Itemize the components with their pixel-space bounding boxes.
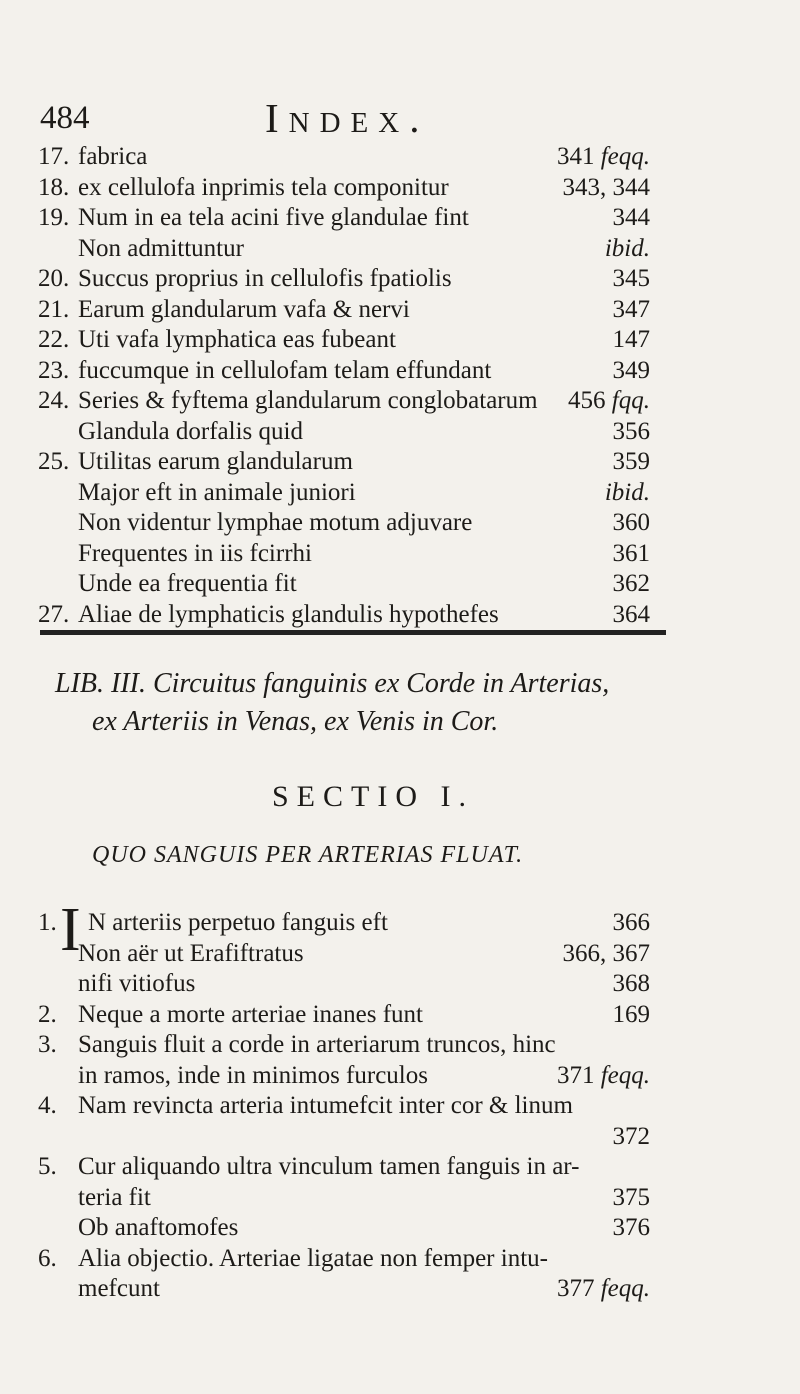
entry-text: Earum glandularum vafa & nervi [78, 295, 410, 323]
entry-page-ref [605, 232, 650, 266]
entry-page-ref [613, 262, 651, 296]
page-ref-suffix: feqq. [594, 1275, 650, 1302]
index-entry [0, 537, 800, 571]
entry-text: fuccumque in cellulofam telam effundant [78, 356, 492, 384]
page-ref-number: 343, 344 [562, 173, 650, 201]
entry-page-ref [557, 1272, 650, 1306]
page-ref-suffix: ibid. [604, 478, 650, 506]
entry-text: Unde ea frequentia fit [78, 570, 297, 597]
entry-text: N arteriis perpetuo fanguis eft [88, 909, 388, 936]
page-ref-number: 169 [612, 1000, 650, 1028]
entry-page-ref [613, 1120, 651, 1154]
index-entry [0, 262, 800, 296]
entry-text: Neque a morte arteriae inanes funt [78, 1000, 423, 1028]
index-entry [0, 1242, 800, 1276]
entry-text: Cur aliquando ultra vinculum tamen fanguis in ar- [78, 1153, 580, 1180]
index-entry [0, 293, 800, 327]
entry-number: 23. [38, 356, 70, 384]
entry-page-ref [613, 201, 651, 235]
entry-text: Glandula dorfalis quid [78, 417, 303, 445]
page-ref-number: 376 [612, 1214, 650, 1241]
entry-text: Non admittuntur [78, 234, 244, 262]
entry-page-ref [613, 998, 651, 1032]
entry-text: Major eft in animale juniori [78, 478, 356, 506]
book-title-line1: LIB. III. Circuitus fanguinis ex Corde in Arterias, [55, 668, 610, 699]
entry-number: 22. [38, 326, 70, 353]
page-ref-suffix: feqq. [594, 143, 650, 170]
index-entry [0, 937, 800, 971]
page-ref-number: 368 [612, 970, 650, 997]
index-entry [0, 1272, 800, 1306]
entry-text: fabrica [78, 143, 148, 170]
page-ref-number: 341 [556, 143, 595, 170]
entry-text: mefcunt [78, 1275, 160, 1302]
page-ref-number: 359 [612, 448, 650, 475]
entry-text: in ramos, inde in minimos furculos [78, 1061, 428, 1089]
page-ref-number: 344 [612, 204, 650, 231]
entry-page-ref [613, 506, 651, 540]
index-entry [0, 906, 800, 940]
page-ref-suffix: fqq. [605, 387, 650, 414]
index-entry [0, 598, 800, 632]
index-entry [0, 445, 800, 479]
entry-page-ref [613, 293, 651, 327]
page-ref-number: 345 [612, 265, 650, 292]
entry-page-ref [613, 1181, 651, 1215]
entry-text: Non videntur lymphae motum adjuvare [78, 509, 473, 536]
index-entry [0, 1120, 800, 1154]
running-title: Index. [265, 95, 430, 141]
entry-text: Series & fyftema glandularum conglobatarum [78, 387, 538, 414]
entry-page-ref [613, 906, 651, 940]
book-title-line2: ex Arteriis in Venas, ex Venis in Cor. [92, 706, 499, 737]
page-ref-number: 347 [612, 295, 650, 323]
entry-number: 1. [38, 909, 57, 936]
page-ref-number: 375 [612, 1183, 650, 1211]
drop-cap: I [60, 896, 81, 964]
page-ref-number: 371 [556, 1061, 595, 1089]
page-ref-suffix: ibid. [604, 234, 650, 262]
entry-page-ref [613, 445, 651, 479]
entry-number: 25. [38, 448, 70, 475]
entry-text: Utilitas earum glandularum [78, 448, 353, 475]
entry-number: 24. [38, 387, 70, 414]
entry-page-ref [613, 537, 651, 571]
entry-number: 3. [38, 1031, 57, 1058]
entry-text: Sanguis fluit a corde in arteriarum truncos, hinc [78, 1031, 556, 1058]
entry-number: 21. [38, 295, 70, 323]
section-subheading: QUO SANGUIS PER ARTERIAS FLUAT. [92, 842, 524, 868]
index-entry [0, 384, 800, 418]
entry-page-ref [557, 1059, 650, 1093]
page-ref-number: 366, 367 [562, 939, 650, 967]
entry-page-ref [613, 598, 651, 632]
entry-text: Aliae de lymphaticis glandulis hypothefes [78, 600, 499, 628]
entry-number: 27. [38, 600, 70, 628]
entry-number: 17. [38, 143, 70, 170]
page-ref-suffix: feqq. [594, 1061, 650, 1089]
page-ref-number: 372 [612, 1122, 650, 1150]
index-entry [0, 1181, 800, 1215]
index-entry [0, 1028, 800, 1062]
entry-text: Num in ea tela acini five glandulae fint [78, 204, 469, 231]
index-entry [0, 201, 800, 235]
entry-text: Frequentes in iis fcirrhi [78, 539, 312, 567]
entry-number: 18. [38, 173, 70, 201]
page-ref-number: 361 [612, 539, 650, 567]
entry-page-ref [613, 1211, 651, 1245]
entry-page-ref [613, 354, 651, 388]
entry-page-ref [613, 415, 651, 449]
entry-page-ref [613, 967, 651, 1001]
page-ref-number: 377 [556, 1275, 595, 1302]
index-entry [0, 1150, 800, 1184]
index-entry [0, 323, 800, 357]
page-ref-number: 349 [612, 356, 650, 384]
index-entry [0, 140, 800, 174]
entry-page-ref [605, 476, 650, 510]
entry-text: Ob anaftomofes [78, 1214, 239, 1241]
page-ref-number: 364 [612, 600, 650, 628]
entry-text: teria fit [78, 1183, 151, 1211]
entry-text: Succus proprius in cellulofis fpatiolis [78, 265, 452, 292]
index-entry [0, 506, 800, 540]
entry-number: 19. [38, 204, 70, 231]
entry-page-ref [563, 937, 651, 971]
page-ref-number: 147 [612, 326, 650, 353]
entry-page-ref [613, 323, 651, 357]
index-entry [0, 1089, 800, 1123]
index-entry [0, 1211, 800, 1245]
section-divider [40, 630, 666, 635]
index-entry [0, 354, 800, 388]
entry-page-ref [568, 384, 650, 418]
page-number: 484 [40, 100, 90, 136]
page-header [0, 88, 800, 144]
entry-number: 5. [38, 1153, 57, 1180]
entry-page-ref [557, 140, 650, 174]
entry-number: 2. [38, 1000, 57, 1028]
entry-text: Uti vafa lymphatica eas fubeant [78, 326, 396, 353]
index-entry [0, 998, 800, 1032]
entry-text: nifi vitiofus [78, 970, 196, 997]
index-entry [0, 171, 800, 205]
page-ref-number: 360 [612, 509, 650, 536]
index-entry [0, 967, 800, 1001]
section-heading: SECTIO I. [272, 780, 474, 813]
entry-page-ref [563, 171, 651, 205]
entry-number: 6. [38, 1244, 57, 1272]
index-entry [0, 476, 800, 510]
index-entry [0, 1059, 800, 1093]
page-ref-number: 356 [612, 417, 650, 445]
page-ref-number: 366 [612, 909, 650, 936]
entry-text: Alia objectio. Arteriae ligatae non femper intu- [78, 1244, 548, 1272]
page-ref-number: 362 [612, 570, 650, 597]
index-entry [0, 232, 800, 266]
index-entry [0, 415, 800, 449]
entry-text: Non aër ut Erafiftratus [78, 939, 304, 967]
index-entry [0, 567, 800, 601]
entry-text: ex cellulofa inprimis tela componitur [78, 173, 449, 201]
entry-number: 4. [38, 1092, 57, 1119]
entry-number: 20. [38, 265, 70, 292]
entry-text: Nam revincta arteria intumefcit inter cor & linum [78, 1092, 573, 1119]
entry-page-ref [613, 567, 651, 601]
page-ref-number: 456 [568, 387, 606, 414]
